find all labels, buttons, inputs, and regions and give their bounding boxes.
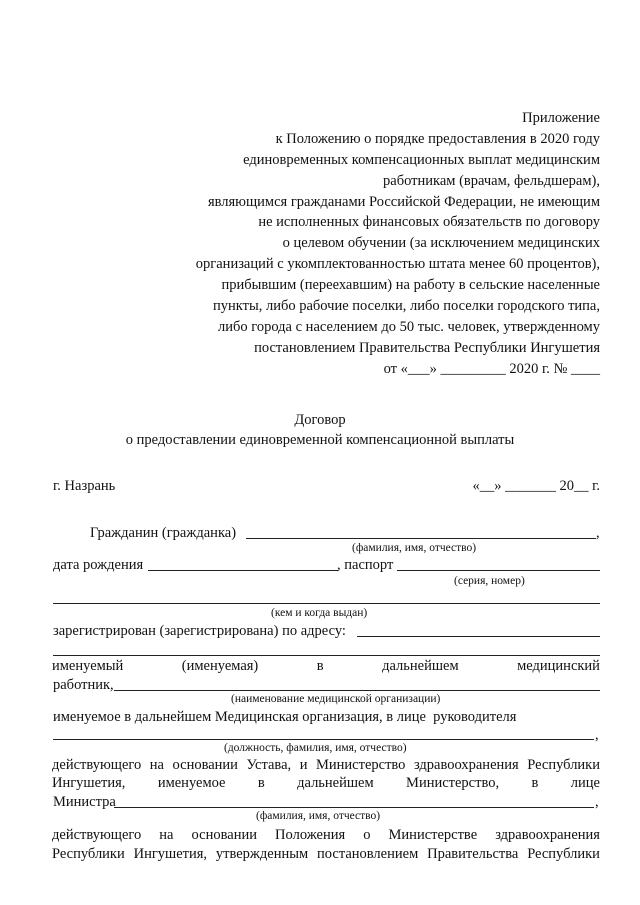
charter-line: действующего на основании Устава, и Министерство здравоохранения Республики xyxy=(52,757,600,773)
comma: , xyxy=(595,794,599,810)
passport-label: , паспорт xyxy=(337,557,394,573)
passport-caption: (серия, номер) xyxy=(454,575,525,587)
citizen-name-field[interactable] xyxy=(246,538,596,539)
place: г. Назрань xyxy=(53,478,116,494)
issued-caption: (кем и когда выдан) xyxy=(271,607,368,619)
appendix-line: к Положению о порядке предоставления в 2020 году xyxy=(275,131,600,147)
appendix-line: пункты, либо рабочие поселки, либо поселки городского типа, xyxy=(213,298,600,314)
ministry-line: Ингушетия, именуемое в дальнейшем Министерство, в лице xyxy=(52,775,600,791)
contract-title: Договор xyxy=(294,412,346,428)
minister-name-field[interactable] xyxy=(114,807,594,808)
appendix-title: Приложение xyxy=(522,110,600,126)
comma: , xyxy=(595,727,599,743)
citizen-caption: (фамилия, имя, отчество) xyxy=(352,542,477,554)
passport-issued-field[interactable] xyxy=(53,603,600,604)
worker-label: работник, xyxy=(53,677,114,693)
address-field[interactable] xyxy=(357,636,600,637)
organization-field[interactable] xyxy=(114,690,600,691)
appendix-line: единовременных компенсационных выплат медицинским xyxy=(243,152,600,168)
appendix-line: либо города с населением до 50 тыс. человек, утвержденному xyxy=(218,319,600,335)
citizen-label: Гражданин (гражданка) xyxy=(90,525,237,541)
organization-named: именуемое в дальнейшем Медицинская организация, в лице руководителя xyxy=(53,709,517,725)
appendix-line: работникам (врачам, фельдшерам), xyxy=(383,173,600,189)
appendix-line: организаций с укомплектованностью штата менее 60 процентов), xyxy=(195,256,600,272)
named-line: именуемый (именуемая) в дальнейшем медицинский xyxy=(52,658,600,674)
appendix-line: не исполненных финансовых обязательств по договору xyxy=(258,214,600,230)
comma: , xyxy=(596,525,600,541)
organization-caption: (наименование медицинской организации) xyxy=(231,693,441,705)
regulation-line: действующего на основании Положения о Министерстве здравоохранения xyxy=(52,827,600,843)
appendix-date-line: от «___» _________ 2020 г. № ____ xyxy=(383,361,600,377)
head-caption: (должность, фамилия, имя, отчество) xyxy=(224,742,407,754)
birth-label: дата рождения xyxy=(53,557,144,573)
address-field-2[interactable] xyxy=(53,655,600,656)
contract-subtitle: о предоставлении единовременной компенсационной выплаты xyxy=(125,432,515,448)
appendix-line: являющимся гражданами Российской Федерации, не имеющим xyxy=(207,194,600,210)
last-line: Республики Ингушетия, утвержденным постановлением Правительства Республики xyxy=(52,846,600,862)
passport-field[interactable] xyxy=(397,570,600,571)
birth-date-field[interactable] xyxy=(148,570,338,571)
head-field[interactable] xyxy=(53,739,594,740)
registered-label: зарегистрирован (зарегистрирована) по адресу: xyxy=(53,623,346,639)
contract-date: «__» _______ 20__ г. xyxy=(472,478,600,494)
appendix-line: о целевом обучении (за исключением медицинских xyxy=(282,235,600,251)
minister-label: Министра xyxy=(53,794,116,810)
appendix-line: постановлением Правительства Республики Ингушетия xyxy=(254,340,600,356)
appendix-line: прибывшим (переехавшим) на работу в сельские населенные xyxy=(221,277,600,293)
minister-caption: (фамилия, имя, отчество) xyxy=(256,810,381,822)
